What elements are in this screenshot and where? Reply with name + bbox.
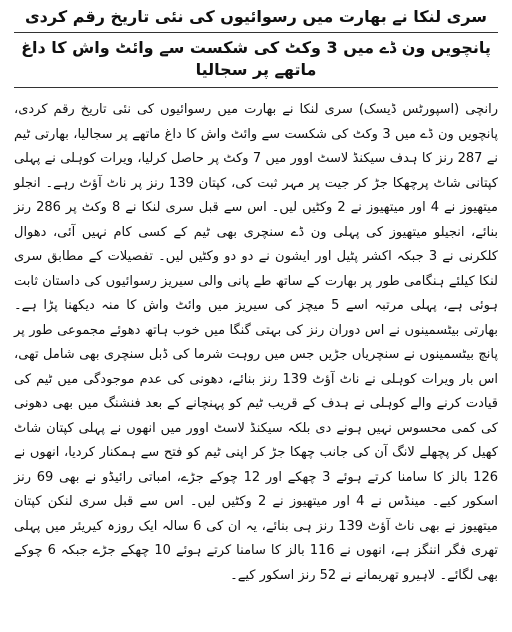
article-paragraph: رانچی (اسپورٹس ڈیسک) سری لنکا نے بھارت میں رسوائیوں کی نئی تاریخ رقم کردی، پانچویں ون ڈے میں 3 وکٹ کی شکست سے وائٹ واش کا داغ ماتھے پر سجالیا، بھارتی ٹیم نے 287 رنز کا ہدف سیکنڈ لاسٹ اوور میں 7 وکٹ پر حاصل کرلیا، ویرات کوہلی نے پہلی کپتانی شاٹ پرچھکا جڑ کر جیت پر مہر ثبت کی، کپتان 139 رنز پر ناٹ آؤٹ رہے۔ انجلو میتھیوز نے 4 اور میتھیوز نے 2 وکٹیں لیں۔ اس سے قبل سری لنکا نے 8 وکٹ پر 286 رنز بنائے، انجیلو میتھیوز کی پہلی ون ڈے سنچری بھی ٹیم کے کسی کام نہیں آئی، دھوال کلکرنی نے 3 جبکہ اکشر پٹیل اور ایشون نے دو دو وکٹیں لیں۔ تفصیلات کے مطابق سری لنکا کیلئے ہنگامی طور پر بھارت کے ساتھ طے پانی والی سیریز رسوائیوں کی داستان ثابت ہوئی ہے، پہلی مرتبہ اسے 5 میچز کی سیریز میں وائٹ واش کا منہ دیکھنا پڑا ہے۔ بھارتی بیٹسمینوں نے اس دوران رنز کی بہتی گنگا میں خوب ہاتھ دھوئے مجموعی طور پر پانچ بیٹسمینوں نے سنچریاں جڑیں جس میں روہت شرما کی ڈبل سنچری بھی شامل تھی، اس بار ویرات کوہلی نے ناٹ آؤٹ 139 رنز بنائے، دھونی کی عدم موجودگی میں ٹیم کی قیادت کرنے والے کوہلی نے ہدف کے قریب ٹیم کو پہنچانے کے بعد فنشنگ میں بھی دھونی کی کمی محسوس نہیں ہونے دی بلکہ سیکنڈ لاسٹ اوور میں انھوں نے پہلی کپتان شاٹ کھیل کر پچھلے لانگ آن کی جانب چھکا جڑ کر اپنی ٹیم کو فتح سے ہمکنار کردیا، انھوں نے 126 بالز کا سامنا کرتے ہوئے 3 چھکے اور 12 چوکے جڑے، امباتی رائیڈو نے بھی 69 رنز اسکور کیے۔ مینڈس نے 4 اور میتھیوز نے 2 وکٹیں لیں۔ اس سے قبل سری لنکن کپتان میتھیوز نے بھی ناٹ آؤٹ 139 رنز ہی بنائے، یہ ان کی 6 سالہ ایک روزہ کیریئر میں پہلی تھری فگر اننگز ہے، انھوں نے 116 بالز کا سامنا کرتے ہوئے 10 چھکے جڑے جبکہ 6 چوکے بھی لگائے۔ لاہیرو تھریمانے نے 52 رنز اسکور کیے۔ [14, 102, 499, 583]
article-headline: سری لنکا نے بھارت میں رسوائیوں کی نئی تاریخ رقم کردی [14, 6, 498, 33]
article-subheadline: پانچویں ون ڈے میں 3 وکٹ کی شکست سے وائٹ واش کا داغ ماتھے پر سجالیا [14, 37, 498, 88]
